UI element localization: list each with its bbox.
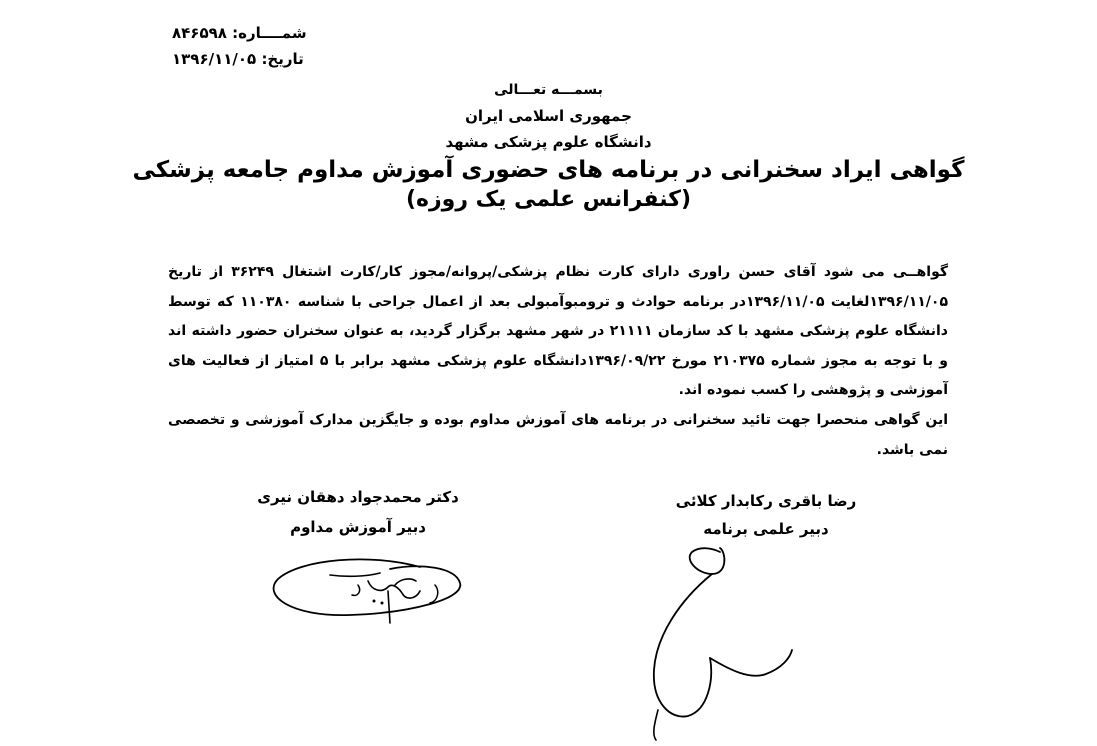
right-handwritten-signature [640, 540, 800, 740]
left-handwritten-signature [270, 555, 470, 645]
document-date [172, 50, 304, 68]
certificate-disclaimer: این گواهی منحصرا جهت تائید سخنرانی در برنامه های آموزش مداوم بوده و جایگزین مدارک آموزشی و تخصصی نمی باشد. [168, 411, 948, 458]
country-heading: جمهوری اسلامی ایران [465, 107, 632, 125]
document-number-value: ۸۴۶۵۹۸ [172, 24, 227, 42]
right-signatory-name: رضا باقری رکابدار کلائی [675, 492, 857, 510]
certificate-title: گواهی ایراد سخنرانی در برنامه های حضوری آموزش مداوم جامعه پزشکی [132, 157, 965, 183]
left-signatory-name: دکتر محمدجواد دهقان نیری [257, 488, 459, 506]
basmala-heading: بسمـــه تعـــالی [494, 82, 603, 98]
document-number-label: شمــــاره: [232, 24, 307, 42]
university-heading: دانشگاه علوم پزشکی مشهد [445, 133, 652, 151]
right-signatory-role: دبیر علمی برنامه [703, 520, 829, 538]
certificate-subtitle: (کنفرانس علمی یک روزه) [405, 187, 692, 212]
left-signatory-role: دبیر آموزش مداوم [290, 518, 426, 536]
document-date-label: تاریخ: [261, 50, 304, 68]
certificate-body-paragraph: گواهــی می شود آقای حسن راوری دارای کارت نظام پزشکی/پروانه/مجوز کار/کارت اشتغال ۳۶۲۴۹ از تاریخ ۱۳۹۶/۱۱/۰۵لغایت ۱۳۹۶/۱۱/۰۵در برنامه حوادث و ترومبوآمبولی بعد از اعمال جراحی با شناسه ۱۱۰۳۸۰ که توسط دانشگاه علوم پزشکی مشهد با کد سازمان ۲۱۱۱۱ در شهر مشهد برگزار گردید، به عنوان سخنران حضور داشته اند و با توجه به مجوز شماره ۲۱۰۳۷۵ مورخ ۱۳۹۶/۰۹/۲۲دانشگاه علوم پزشکی مشهد برابر با ۵ امتیاز از فعالیت های آموزشی و پژوهشی را کسب نموده اند. [168, 264, 948, 399]
document-date-value: ۱۳۹۶/۱۱/۰۵ [172, 50, 257, 68]
document-number [172, 24, 307, 42]
certificate-body [168, 258, 948, 465]
